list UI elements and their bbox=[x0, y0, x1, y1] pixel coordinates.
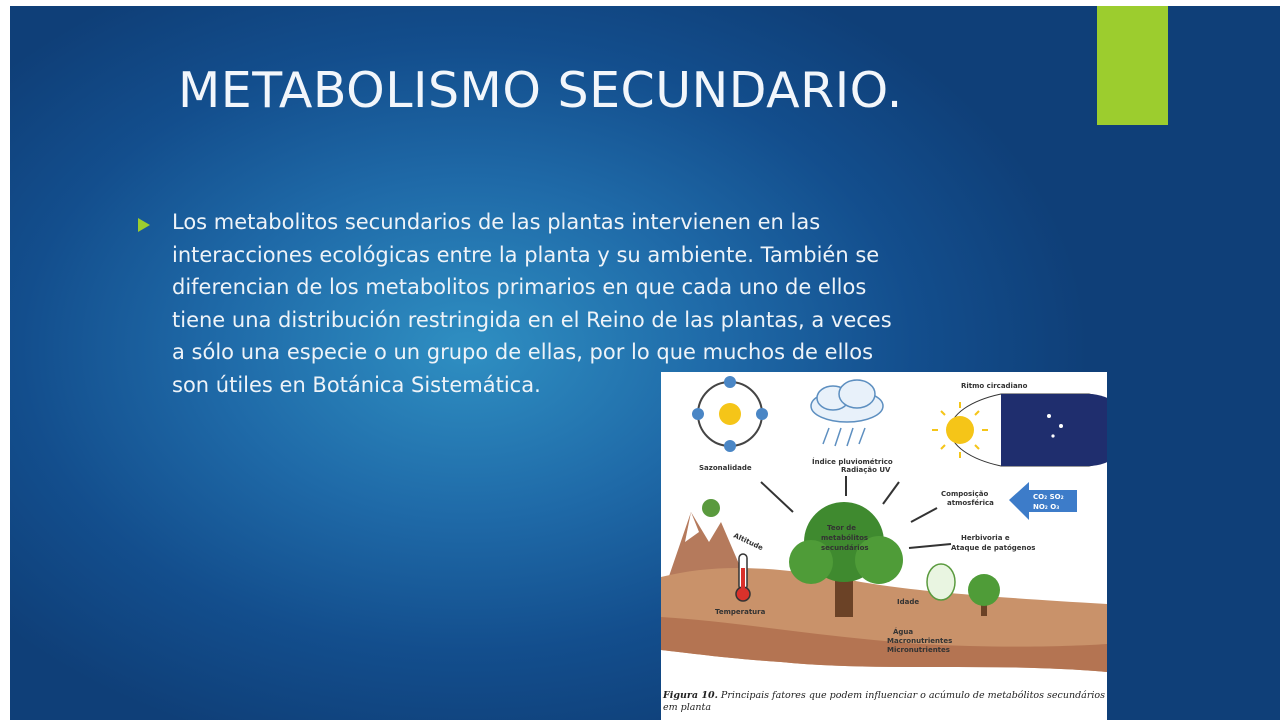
label-temperatura: Temperatura bbox=[715, 608, 766, 616]
label-herbivoria-2: Ataque de patógenos bbox=[951, 544, 1036, 552]
label-idade: Idade bbox=[897, 598, 920, 606]
blue-arrow-icon bbox=[1009, 482, 1077, 520]
figure-caption bbox=[663, 690, 1107, 713]
slide-title: METABOLISMO SECUNDARIO. bbox=[178, 62, 903, 119]
label-herbivoria-1: Herbivoria e bbox=[961, 534, 1010, 542]
label-composicao-1: Composição bbox=[941, 490, 989, 498]
slide bbox=[10, 6, 1280, 720]
label-altitude: Altitude bbox=[732, 531, 765, 553]
leaf-icon bbox=[927, 564, 955, 600]
label-composicao-2: atmosférica bbox=[947, 499, 994, 507]
sun-cycle-icon bbox=[692, 376, 768, 452]
label-radiacao: Radiação UV bbox=[841, 466, 891, 474]
label-macro: Macronutrientes bbox=[887, 637, 953, 645]
label-micro: Micronutrientes bbox=[887, 646, 950, 654]
label-teor-3: secundários bbox=[821, 544, 869, 552]
label-teor-1: Teor de bbox=[827, 524, 857, 532]
label-teor-2: metabólitos bbox=[821, 534, 869, 542]
accent-bar bbox=[1097, 6, 1168, 125]
label-indice: Índice pluviométrico bbox=[812, 458, 893, 466]
figure-image bbox=[661, 372, 1107, 720]
day-night-icon bbox=[932, 394, 1107, 466]
caption-text: Principais fatores que podem influenciar o acúmulo de metabólitos secundários em planta bbox=[663, 690, 1106, 713]
factors-illustration bbox=[661, 372, 1107, 688]
rain-cloud-icon bbox=[811, 380, 883, 446]
label-gases-1: CO₂ SO₂ bbox=[1033, 493, 1064, 501]
label-sazonalidade: Sazonalidade bbox=[699, 464, 752, 472]
caption-label: Figura 10. bbox=[663, 690, 718, 701]
bullet-arrow-icon bbox=[138, 218, 150, 232]
label-gases-2: NO₂ O₃ bbox=[1033, 503, 1060, 511]
bullet-text: Los metabolitos secundarios de las plantas intervienen en las interacciones ecológicas entre la planta y su ambiente. También se diferencian de los metabolitos primarios en que cada uno de ellos tiene una distribución restringida en el Reino de las plantas, a veces a sólo una especie o un grupo de ellas, por lo que muchos de ellos son útiles en Botánica Sistemática. bbox=[172, 210, 892, 397]
label-ritmo: Ritmo circadiano bbox=[961, 382, 1028, 390]
label-agua: Água bbox=[893, 628, 914, 636]
